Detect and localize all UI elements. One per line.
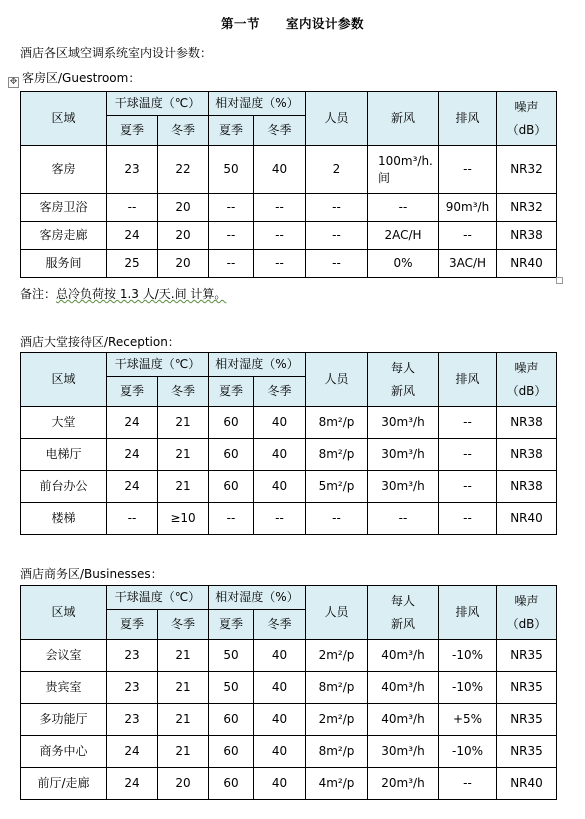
table-row xyxy=(21,250,557,278)
cell-fresh-air: 2AC/H xyxy=(368,222,439,250)
header-summer: 夏季 xyxy=(209,116,254,146)
reception-heading: 酒店大堂接待区/Reception： xyxy=(20,335,180,349)
section-number: 第一节 xyxy=(220,16,260,31)
cell-fresh-air: 0% xyxy=(368,250,439,278)
header-winter: 冬季 xyxy=(254,610,306,640)
cell-winter-temp: 20 xyxy=(158,768,209,800)
cell-winter-temp: ≥10 xyxy=(158,503,209,535)
cell-people: 5m²/p xyxy=(306,471,368,503)
cell-exhaust: -- xyxy=(439,471,497,503)
header-dry-bulb: 干球温度（℃） xyxy=(107,586,209,610)
header-humidity: 相对湿度（%） xyxy=(209,586,306,610)
cell-winter-temp: 21 xyxy=(158,704,209,736)
cell-noise: NR38 xyxy=(497,407,557,439)
cell-winter-temp: 21 xyxy=(158,672,209,704)
cell-summer-temp: 24 xyxy=(107,222,158,250)
cell-noise: NR35 xyxy=(497,640,557,672)
cell-fresh-air: 20m³/h xyxy=(368,768,439,800)
header-area: 区域 xyxy=(21,353,107,407)
cell-summer-temp: 24 xyxy=(107,736,158,768)
header-winter: 冬季 xyxy=(158,116,209,146)
cell-winter-humidity: -- xyxy=(254,503,306,535)
cell-people: -- xyxy=(306,194,368,222)
cell-summer-humidity: -- xyxy=(209,503,254,535)
cell-area: 贵宾室 xyxy=(21,672,107,704)
reception-table xyxy=(20,352,557,535)
cell-area: 前台办公 xyxy=(21,471,107,503)
cell-fresh-air: -- xyxy=(368,503,439,535)
cell-winter-humidity: 40 xyxy=(254,471,306,503)
cell-noise: NR35 xyxy=(497,736,557,768)
table-row xyxy=(21,146,557,194)
cell-summer-humidity: 60 xyxy=(209,736,254,768)
cell-noise: NR40 xyxy=(497,768,557,800)
cell-people: 8m²/p xyxy=(306,407,368,439)
cell-area: 客房走廊 xyxy=(21,222,107,250)
cell-noise: NR32 xyxy=(497,194,557,222)
cell-summer-temp: 23 xyxy=(107,672,158,704)
cell-winter-temp: 20 xyxy=(158,222,209,250)
move-icon[interactable]: ✥ xyxy=(9,77,18,87)
header-humidity: 相对湿度（%） xyxy=(209,92,306,116)
table-row xyxy=(21,439,557,471)
header-fresh-air: 新风 xyxy=(368,92,439,146)
header-noise: 噪声 （dB） xyxy=(497,586,557,640)
header-summer: 夏季 xyxy=(107,116,158,146)
cell-area: 客房卫浴 xyxy=(21,194,107,222)
cell-winter-humidity: -- xyxy=(254,222,306,250)
header-noise: 噪声 （dB） xyxy=(497,353,557,407)
cell-winter-humidity: 40 xyxy=(254,736,306,768)
cell-winter-humidity: 40 xyxy=(254,439,306,471)
cell-winter-temp: 21 xyxy=(158,407,209,439)
cell-winter-humidity: -- xyxy=(254,250,306,278)
cell-people: 2m²/p xyxy=(306,704,368,736)
cell-exhaust: -10% xyxy=(439,672,497,704)
cell-summer-humidity: 60 xyxy=(209,768,254,800)
header-winter: 冬季 xyxy=(158,610,209,640)
cell-exhaust: -- xyxy=(439,222,497,250)
business-heading: 酒店商务区/Businesses： xyxy=(20,567,163,581)
header-winter: 冬季 xyxy=(254,116,306,146)
cell-area: 服务间 xyxy=(21,250,107,278)
cell-summer-humidity: 60 xyxy=(209,439,254,471)
cell-noise: NR35 xyxy=(497,672,557,704)
cell-summer-humidity: -- xyxy=(209,250,254,278)
table-row xyxy=(21,407,557,439)
cell-winter-temp: 20 xyxy=(158,194,209,222)
resize-handle-icon[interactable] xyxy=(556,277,563,284)
section-title xyxy=(0,14,585,32)
cell-area: 多功能厅 xyxy=(21,704,107,736)
cell-summer-temp: 25 xyxy=(107,250,158,278)
header-humidity: 相对湿度（%） xyxy=(209,353,306,377)
header-people: 人员 xyxy=(306,586,368,640)
cell-summer-temp: -- xyxy=(107,194,158,222)
cell-people: -- xyxy=(306,222,368,250)
cell-summer-humidity: -- xyxy=(209,222,254,250)
guestroom-heading: 客房区/Guestroom： xyxy=(22,71,141,85)
cell-winter-temp: 21 xyxy=(158,736,209,768)
cell-summer-temp: 24 xyxy=(107,439,158,471)
business-table xyxy=(20,585,557,800)
cell-area: 楼梯 xyxy=(21,503,107,535)
table-row xyxy=(21,672,557,704)
header-summer: 夏季 xyxy=(107,610,158,640)
cell-winter-humidity: -- xyxy=(254,194,306,222)
cell-area: 商务中心 xyxy=(21,736,107,768)
cell-noise: NR38 xyxy=(497,471,557,503)
header-exhaust: 排风 xyxy=(439,586,497,640)
cell-summer-temp: 23 xyxy=(107,704,158,736)
cell-winter-humidity: 40 xyxy=(254,704,306,736)
cell-summer-humidity: -- xyxy=(209,194,254,222)
cell-fresh-air: 30m³/h xyxy=(368,407,439,439)
header-fresh-air-per-person: 每人 新风 xyxy=(368,353,439,407)
cell-people: -- xyxy=(306,250,368,278)
cell-summer-humidity: 50 xyxy=(209,640,254,672)
cell-fresh-air: 100m³/h.间 xyxy=(368,146,439,194)
section-name: 室内设计参数 xyxy=(286,16,365,31)
cell-summer-humidity: 60 xyxy=(209,407,254,439)
cell-exhaust: +5% xyxy=(439,704,497,736)
cell-winter-humidity: 40 xyxy=(254,640,306,672)
cell-summer-temp: 24 xyxy=(107,471,158,503)
cell-winter-humidity: 40 xyxy=(254,407,306,439)
cell-summer-temp: -- xyxy=(107,503,158,535)
header-dry-bulb: 干球温度（℃） xyxy=(107,353,209,377)
cell-fresh-air: 40m³/h xyxy=(368,704,439,736)
cell-exhaust: -- xyxy=(439,768,497,800)
cell-noise: NR38 xyxy=(497,222,557,250)
guestroom-note: 备注：总冷负荷按 1.3 人/天.间 计算。 xyxy=(20,287,227,301)
header-people: 人员 xyxy=(306,92,368,146)
table-row xyxy=(21,704,557,736)
cell-noise: NR38 xyxy=(497,439,557,471)
cell-summer-temp: 24 xyxy=(107,768,158,800)
cell-winter-temp: 21 xyxy=(158,471,209,503)
cell-winter-temp: 21 xyxy=(158,640,209,672)
cell-exhaust: -- xyxy=(439,407,497,439)
cell-winter-temp: 22 xyxy=(158,146,209,194)
header-dry-bulb: 干球温度（℃） xyxy=(107,92,209,116)
header-exhaust: 排风 xyxy=(439,92,497,146)
table-row xyxy=(21,640,557,672)
cell-summer-temp: 23 xyxy=(107,146,158,194)
cell-exhaust: 90m³/h xyxy=(439,194,497,222)
table-row xyxy=(21,736,557,768)
cell-summer-humidity: 50 xyxy=(209,672,254,704)
cell-people: 2 xyxy=(306,146,368,194)
cell-summer-temp: 24 xyxy=(107,407,158,439)
cell-people: 8m²/p xyxy=(306,439,368,471)
header-people: 人员 xyxy=(306,353,368,407)
intro-text: 酒店各区域空调系统室内设计参数： xyxy=(20,46,213,60)
cell-area: 电梯厅 xyxy=(21,439,107,471)
cell-fresh-air: 40m³/h xyxy=(368,640,439,672)
table-row xyxy=(21,471,557,503)
cell-winter-humidity: 40 xyxy=(254,146,306,194)
header-summer: 夏季 xyxy=(209,610,254,640)
header-summer: 夏季 xyxy=(107,377,158,407)
cell-summer-temp: 23 xyxy=(107,640,158,672)
cell-fresh-air: -- xyxy=(368,194,439,222)
cell-winter-humidity: 40 xyxy=(254,768,306,800)
table-row xyxy=(21,222,557,250)
cell-noise: NR40 xyxy=(497,503,557,535)
cell-people: 8m²/p xyxy=(306,736,368,768)
header-noise: 噪声 （dB） xyxy=(497,92,557,146)
cell-exhaust: -- xyxy=(439,439,497,471)
cell-fresh-air: 30m³/h xyxy=(368,471,439,503)
header-area: 区域 xyxy=(21,92,107,146)
table-row xyxy=(21,768,557,800)
cell-people: 2m²/p xyxy=(306,640,368,672)
cell-noise: NR40 xyxy=(497,250,557,278)
cell-winter-temp: 20 xyxy=(158,250,209,278)
cell-exhaust: -10% xyxy=(439,736,497,768)
cell-people: 4m²/p xyxy=(306,768,368,800)
cell-area: 前厅/走廊 xyxy=(21,768,107,800)
cell-people: -- xyxy=(306,503,368,535)
header-summer: 夏季 xyxy=(209,377,254,407)
cell-noise: NR32 xyxy=(497,146,557,194)
table-row xyxy=(21,503,557,535)
cell-summer-humidity: 50 xyxy=(209,146,254,194)
header-area: 区域 xyxy=(21,586,107,640)
header-exhaust: 排风 xyxy=(439,353,497,407)
cell-fresh-air: 30m³/h xyxy=(368,736,439,768)
cell-winter-humidity: 40 xyxy=(254,672,306,704)
cell-area: 大堂 xyxy=(21,407,107,439)
cell-summer-humidity: 60 xyxy=(209,471,254,503)
header-winter: 冬季 xyxy=(254,377,306,407)
cell-exhaust: 3AC/H xyxy=(439,250,497,278)
cell-winter-temp: 21 xyxy=(158,439,209,471)
cell-exhaust: -10% xyxy=(439,640,497,672)
table-row xyxy=(21,194,557,222)
cell-exhaust: -- xyxy=(439,146,497,194)
guestroom-table xyxy=(20,91,557,278)
cell-exhaust: -- xyxy=(439,503,497,535)
cell-area: 会议室 xyxy=(21,640,107,672)
cell-summer-humidity: 60 xyxy=(209,704,254,736)
header-fresh-air-per-person: 每人 新风 xyxy=(368,586,439,640)
cell-noise: NR35 xyxy=(497,704,557,736)
cell-fresh-air: 40m³/h xyxy=(368,672,439,704)
cell-people: 8m²/p xyxy=(306,672,368,704)
cell-area: 客房 xyxy=(21,146,107,194)
cell-fresh-air: 30m³/h xyxy=(368,439,439,471)
header-winter: 冬季 xyxy=(158,377,209,407)
